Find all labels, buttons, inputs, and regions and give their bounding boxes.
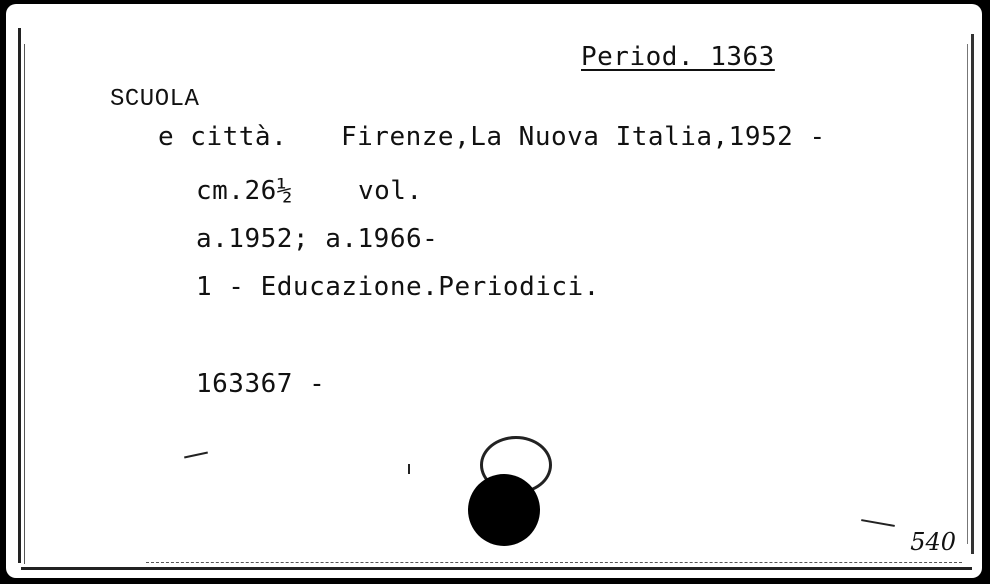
handwritten-number: 540 bbox=[910, 528, 956, 556]
bottom-border-line bbox=[21, 567, 972, 570]
ink-mark bbox=[184, 452, 208, 459]
right-border-line bbox=[971, 34, 974, 554]
shelfmark: Period. 1363 bbox=[581, 42, 775, 72]
heading-title: SCUOLA bbox=[110, 86, 200, 113]
accession-number: 163367 - bbox=[196, 369, 326, 399]
punch-hole bbox=[468, 474, 540, 546]
subject-heading: 1 - Educazione.Periodici. bbox=[196, 272, 600, 302]
bottom-dashed-line bbox=[146, 562, 962, 564]
size: cm.26½ bbox=[196, 176, 293, 206]
left-border-line bbox=[18, 28, 21, 563]
title-continuation: e città. bbox=[158, 122, 288, 152]
imprint: Firenze,La Nuova Italia,1952 - bbox=[341, 122, 826, 152]
ink-mark bbox=[408, 464, 410, 474]
catalog-card bbox=[6, 4, 982, 578]
ink-mark bbox=[861, 519, 895, 527]
years-held: a.1952; a.1966- bbox=[196, 224, 439, 254]
left-border-line-inner bbox=[24, 44, 25, 564]
right-border-line-inner bbox=[967, 44, 968, 544]
volumes: vol. bbox=[358, 176, 423, 206]
